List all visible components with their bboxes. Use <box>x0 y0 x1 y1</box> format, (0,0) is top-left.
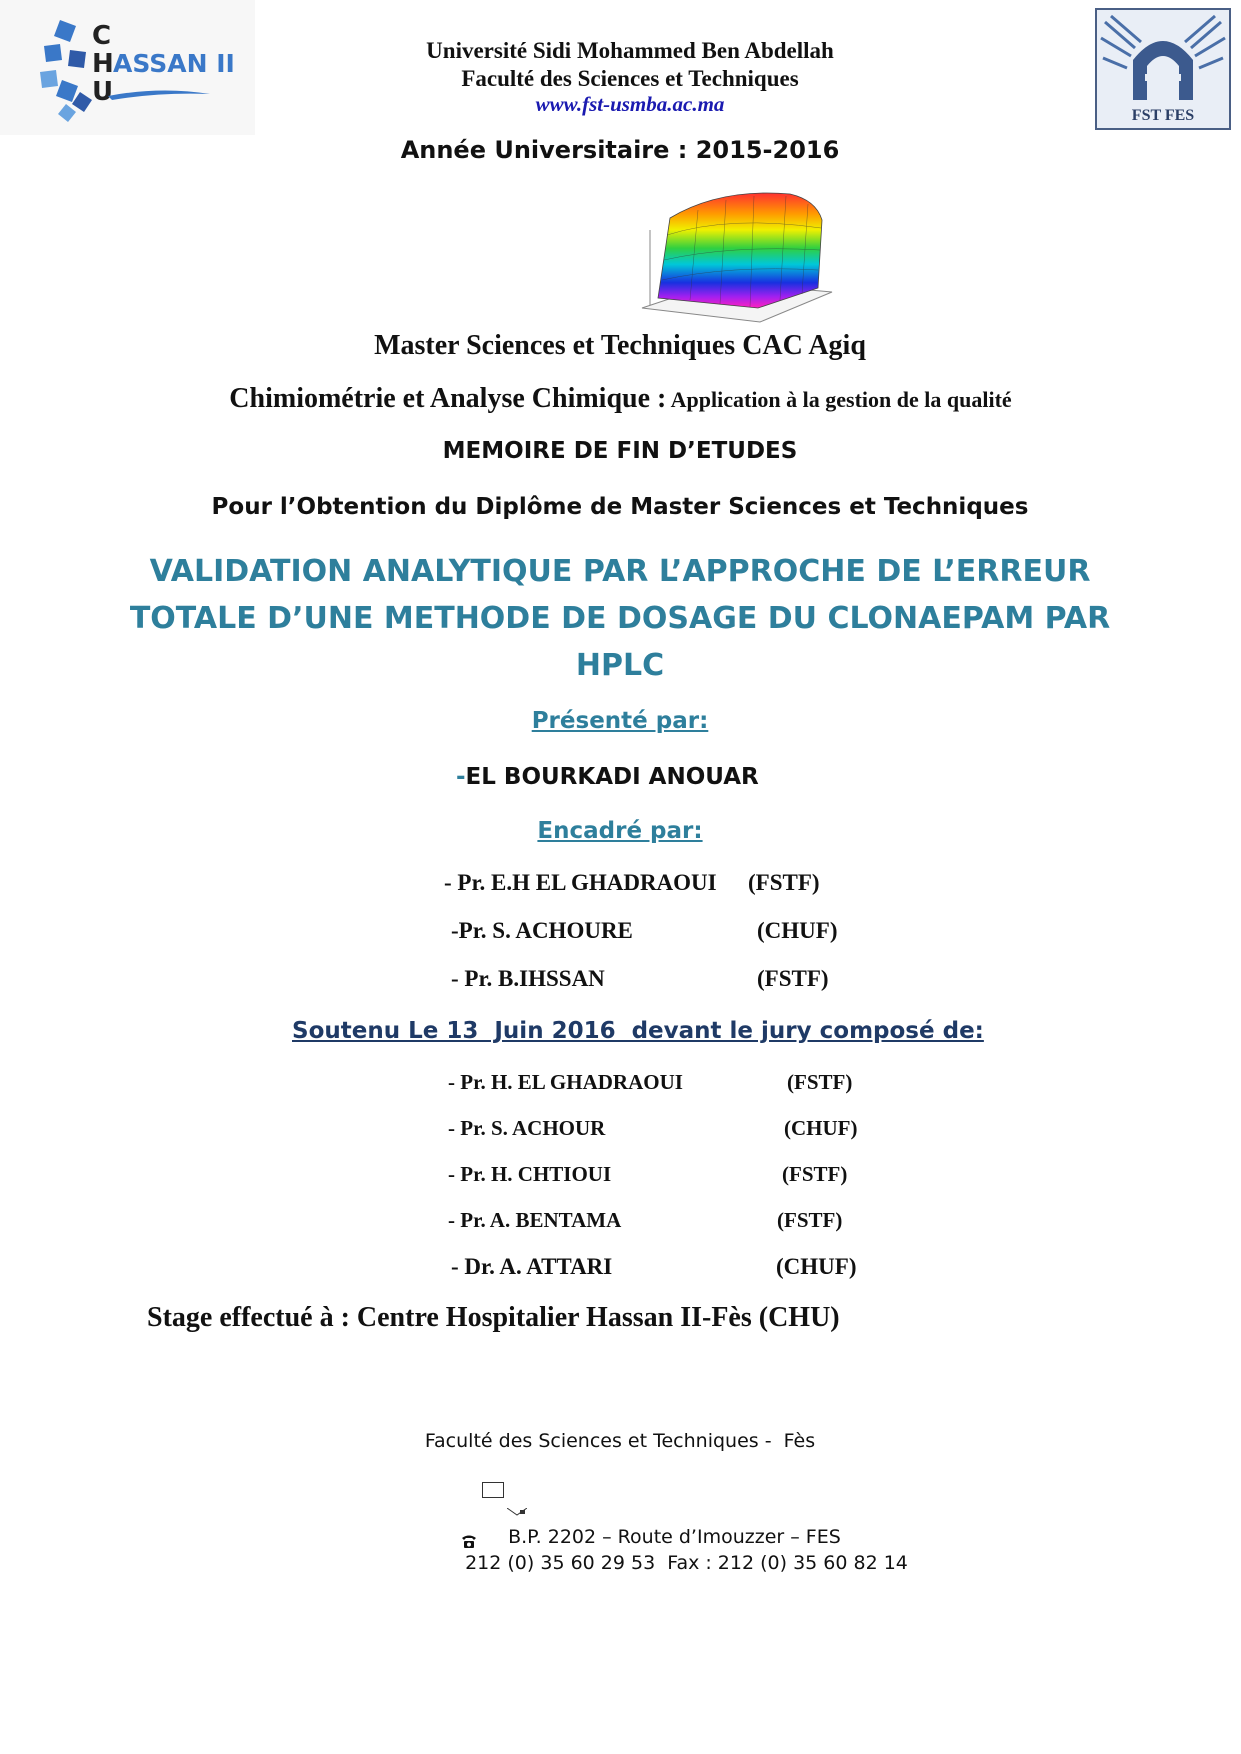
author-name <box>456 764 759 790</box>
jury-member-name: - Dr. A. ATTARI <box>451 1254 613 1279</box>
jury-member-inst: (CHUF) <box>776 1254 857 1279</box>
specialty-sub: Application à la gestion de la qualité <box>666 387 1012 412</box>
jury-member-name: - Pr. H. EL GHADRAOUI <box>448 1070 683 1094</box>
thesis-title-line: HPLC <box>575 648 665 683</box>
footer-phone-text: 212 (0) 35 60 29 53 Fax : 212 (0) 35 60 82 14 <box>465 1552 908 1574</box>
jury-member-name: - Pr. S. ACHOUR <box>448 1116 606 1140</box>
faculty-name: Faculté des Sciences et Techniques <box>461 66 799 91</box>
supervisor-name: - Pr. B.IHSSAN <box>451 966 605 991</box>
supervisor-name: - Pr. E.H EL GHADRAOUI <box>444 870 717 895</box>
jury-member-inst: (CHUF) <box>784 1116 858 1140</box>
thesis-title-line: TOTALE D’UNE METHODE DE DOSAGE DU CLONAEPAM PAR <box>129 601 1111 636</box>
author-dash: - <box>456 764 466 790</box>
thesis-title <box>60 548 1180 689</box>
fst-fes-logo-text: FST FES <box>1131 107 1195 124</box>
chu-letter-u: U <box>92 77 114 107</box>
jury-member-name: - Pr. A. BENTAMA <box>448 1208 622 1232</box>
chu-logo-icon <box>0 0 255 135</box>
website-link[interactable]: www.fst-usmba.ac.ma <box>535 92 725 116</box>
author-name-text: EL BOURKADI ANOUAR <box>465 764 759 790</box>
specialty <box>100 383 1141 415</box>
academic-year: Année Universitaire : 2015-2016 <box>400 136 840 164</box>
internship-location: Stage effectué à : Centre Hospitalier Hassan II-Fès (CHU) <box>147 1302 840 1333</box>
jury-member-inst: (FSTF) <box>777 1208 843 1232</box>
memoire-label: MEMOIRE DE FIN D’ETUDES <box>442 438 798 464</box>
footer-faculty: Faculté des Sciences et Techniques - Fès <box>424 1430 816 1452</box>
footer-phone <box>425 1486 908 1574</box>
fst-fes-logo-icon <box>1095 8 1231 130</box>
master-title: Master Sciences et Techniques CAC Agiq <box>374 330 866 361</box>
supervisors-label: Encadré par: <box>537 818 703 844</box>
supervisor-inst: (CHUF) <box>757 918 838 943</box>
specialty-main: Chimiométrie et Analyse Chimique : <box>229 383 667 414</box>
supervisor-name: -Pr. S. ACHOURE <box>451 918 633 943</box>
chu-letter-h: H <box>92 49 114 79</box>
jury-label: Soutenu Le 13 Juin 2016 devant le jury composé de: <box>292 1018 984 1044</box>
chu-logo-text: ASSAN II <box>113 49 235 78</box>
chu-letter-c: C <box>92 21 112 51</box>
supervisor-inst: (FSTF) <box>748 870 820 895</box>
jury-member-name: - Pr. H. CHTIOUI <box>448 1162 612 1186</box>
jury-member-inst: (FSTF) <box>782 1162 848 1186</box>
thesis-title-line: VALIDATION ANALYTIQUE PAR L’APPROCHE DE L’ERREUR <box>149 554 1091 589</box>
university-name: Université Sidi Mohammed Ben Abdellah <box>426 38 834 63</box>
surface-plot-icon <box>640 190 840 335</box>
diploma-label: Pour l’Obtention du Diplôme de Master Sciences et Techniques <box>211 494 1029 520</box>
supervisor-inst: (FSTF) <box>757 966 829 991</box>
phone-icon <box>437 1510 453 1526</box>
footer-address-text: B.P. 2202 – Route d’Imouzzer – FES <box>508 1526 841 1548</box>
jury-member-inst: (FSTF) <box>787 1070 853 1094</box>
presented-label: Présenté par: <box>531 708 709 734</box>
